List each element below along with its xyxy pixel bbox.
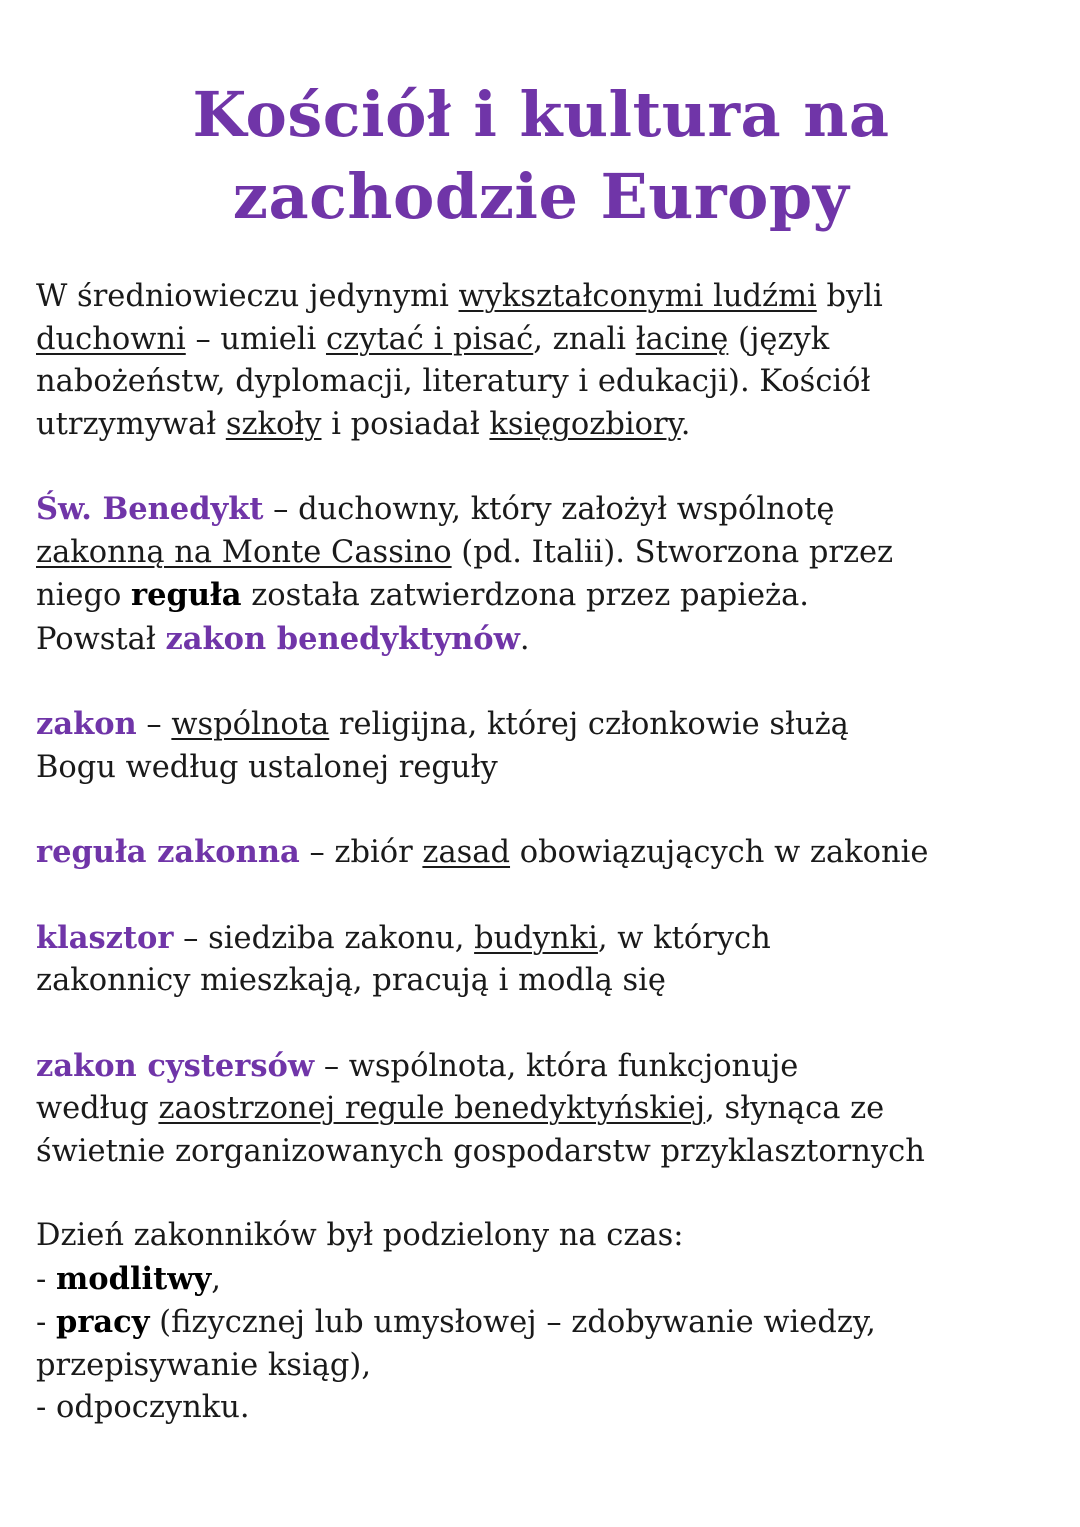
text-run: – duchowny, który założył wspólnotę bbox=[263, 492, 835, 527]
text-line bbox=[36, 404, 1056, 447]
underlined-text: czytać i pisać bbox=[325, 321, 534, 357]
text-line bbox=[36, 488, 1056, 532]
text-line: Bogu według ustalonej reguły bbox=[36, 749, 498, 785]
text-run: Powstał bbox=[36, 621, 166, 657]
definition-klasztor bbox=[36, 917, 1056, 1003]
term-zakon: zakon bbox=[36, 706, 137, 742]
text-run: - bbox=[36, 1261, 57, 1297]
text-line bbox=[36, 831, 1056, 875]
page-title-line-1: Kościół i kultura na bbox=[192, 78, 890, 151]
list-item bbox=[36, 1258, 1056, 1302]
text-line bbox=[36, 917, 1056, 961]
term-zakon-benedyktynow: zakon benedyktynów bbox=[165, 620, 520, 657]
underlined-text: zaostrzonej regule benedyktyńskiej bbox=[158, 1091, 706, 1126]
text-run: i posiadał bbox=[321, 406, 490, 442]
text-run: – bbox=[136, 707, 172, 742]
underlined-text: zasad bbox=[422, 835, 511, 870]
text-line: nabożeństw, dyplomacji, literatury i edukacji). Kościół bbox=[36, 364, 871, 399]
underlined-text: wykształconymi ludźmi bbox=[458, 279, 817, 314]
list-item bbox=[36, 1301, 1056, 1345]
text-line: świetnie zorganizowanych gospodarstw przyklasztornych bbox=[36, 1133, 925, 1169]
bold-text: pracy bbox=[56, 1304, 150, 1340]
definition-zakon bbox=[36, 703, 1056, 789]
text-run: , w których bbox=[597, 920, 771, 956]
text-run: niego bbox=[36, 578, 132, 613]
benedykt-paragraph bbox=[36, 488, 1056, 661]
text-run: została zatwierdzona przez papieża. bbox=[241, 578, 809, 613]
text-line: zakonnicy mieszkają, pracują i modlą się bbox=[36, 963, 666, 998]
text-line bbox=[36, 276, 1056, 319]
text-run: , znali bbox=[533, 321, 636, 357]
text-run: - bbox=[36, 1305, 57, 1340]
text-run: – siedziba zakonu, bbox=[173, 920, 475, 956]
bold-text: modlitwy bbox=[56, 1260, 212, 1297]
text-line bbox=[36, 618, 1056, 662]
text-run: . bbox=[519, 621, 530, 657]
text-run: religijna, której członkowie służą bbox=[329, 707, 849, 742]
text-run: , bbox=[211, 1261, 221, 1297]
text-run: – zbiór bbox=[299, 835, 423, 870]
text-run: (fizycznej lub umysłowej – zdobywanie wiedzy, bbox=[149, 1305, 876, 1340]
term-regula-zakonna: reguła zakonna bbox=[36, 834, 300, 870]
underlined-text: budynki bbox=[474, 920, 598, 956]
text-run: (pd. Italii). Stworzona przez bbox=[451, 534, 894, 570]
daily-schedule bbox=[36, 1215, 1056, 1430]
text-run: według bbox=[36, 1091, 159, 1126]
text-run: (język bbox=[728, 321, 830, 357]
term-klasztor: klasztor bbox=[36, 919, 174, 956]
text-line bbox=[36, 1088, 1056, 1131]
definition-zakon-cystersow bbox=[36, 1045, 1056, 1174]
document-page bbox=[36, 74, 1056, 1472]
text-run: – wspólnota, która funkcjonuje bbox=[314, 1048, 799, 1084]
term-zakon-cystersow: zakon cystersów bbox=[36, 1047, 315, 1084]
text-run: – umieli bbox=[185, 321, 326, 357]
text-line bbox=[36, 574, 1056, 618]
text-run: . bbox=[680, 406, 691, 442]
text-line bbox=[36, 1045, 1056, 1089]
underlined-text: księgozbiory bbox=[489, 406, 681, 442]
text-run: , słynąca ze bbox=[705, 1091, 885, 1126]
text-line: przepisywanie ksiąg), bbox=[36, 1347, 372, 1383]
text-line bbox=[36, 319, 1056, 362]
page-title-line-2: zachodzie Europy bbox=[232, 160, 850, 233]
text-line bbox=[36, 703, 1056, 747]
text-run: byli bbox=[816, 279, 883, 314]
text-line bbox=[36, 532, 1056, 575]
text-run: obowiązujących w zakonie bbox=[510, 835, 929, 870]
underlined-text: wspólnota bbox=[171, 707, 330, 742]
underlined-text: szkoły bbox=[225, 406, 322, 442]
underlined-text: łacinę bbox=[635, 321, 729, 357]
underlined-text: zakonną na Monte Cassino bbox=[36, 534, 452, 570]
bold-text: reguła bbox=[131, 577, 242, 613]
term-benedykt: Św. Benedykt bbox=[36, 491, 264, 527]
text-line: Dzień zakonników był podzielony na czas: bbox=[36, 1218, 684, 1253]
underlined-text: duchowni bbox=[36, 321, 186, 357]
definition-regula-zakonna bbox=[36, 831, 1056, 875]
list-item: - odpoczynku. bbox=[36, 1390, 250, 1425]
page-title bbox=[36, 74, 1046, 238]
intro-paragraph bbox=[36, 276, 1056, 446]
text-run: utrzymywał bbox=[36, 406, 226, 442]
text-run: W średniowieczu jedynymi bbox=[36, 279, 459, 314]
